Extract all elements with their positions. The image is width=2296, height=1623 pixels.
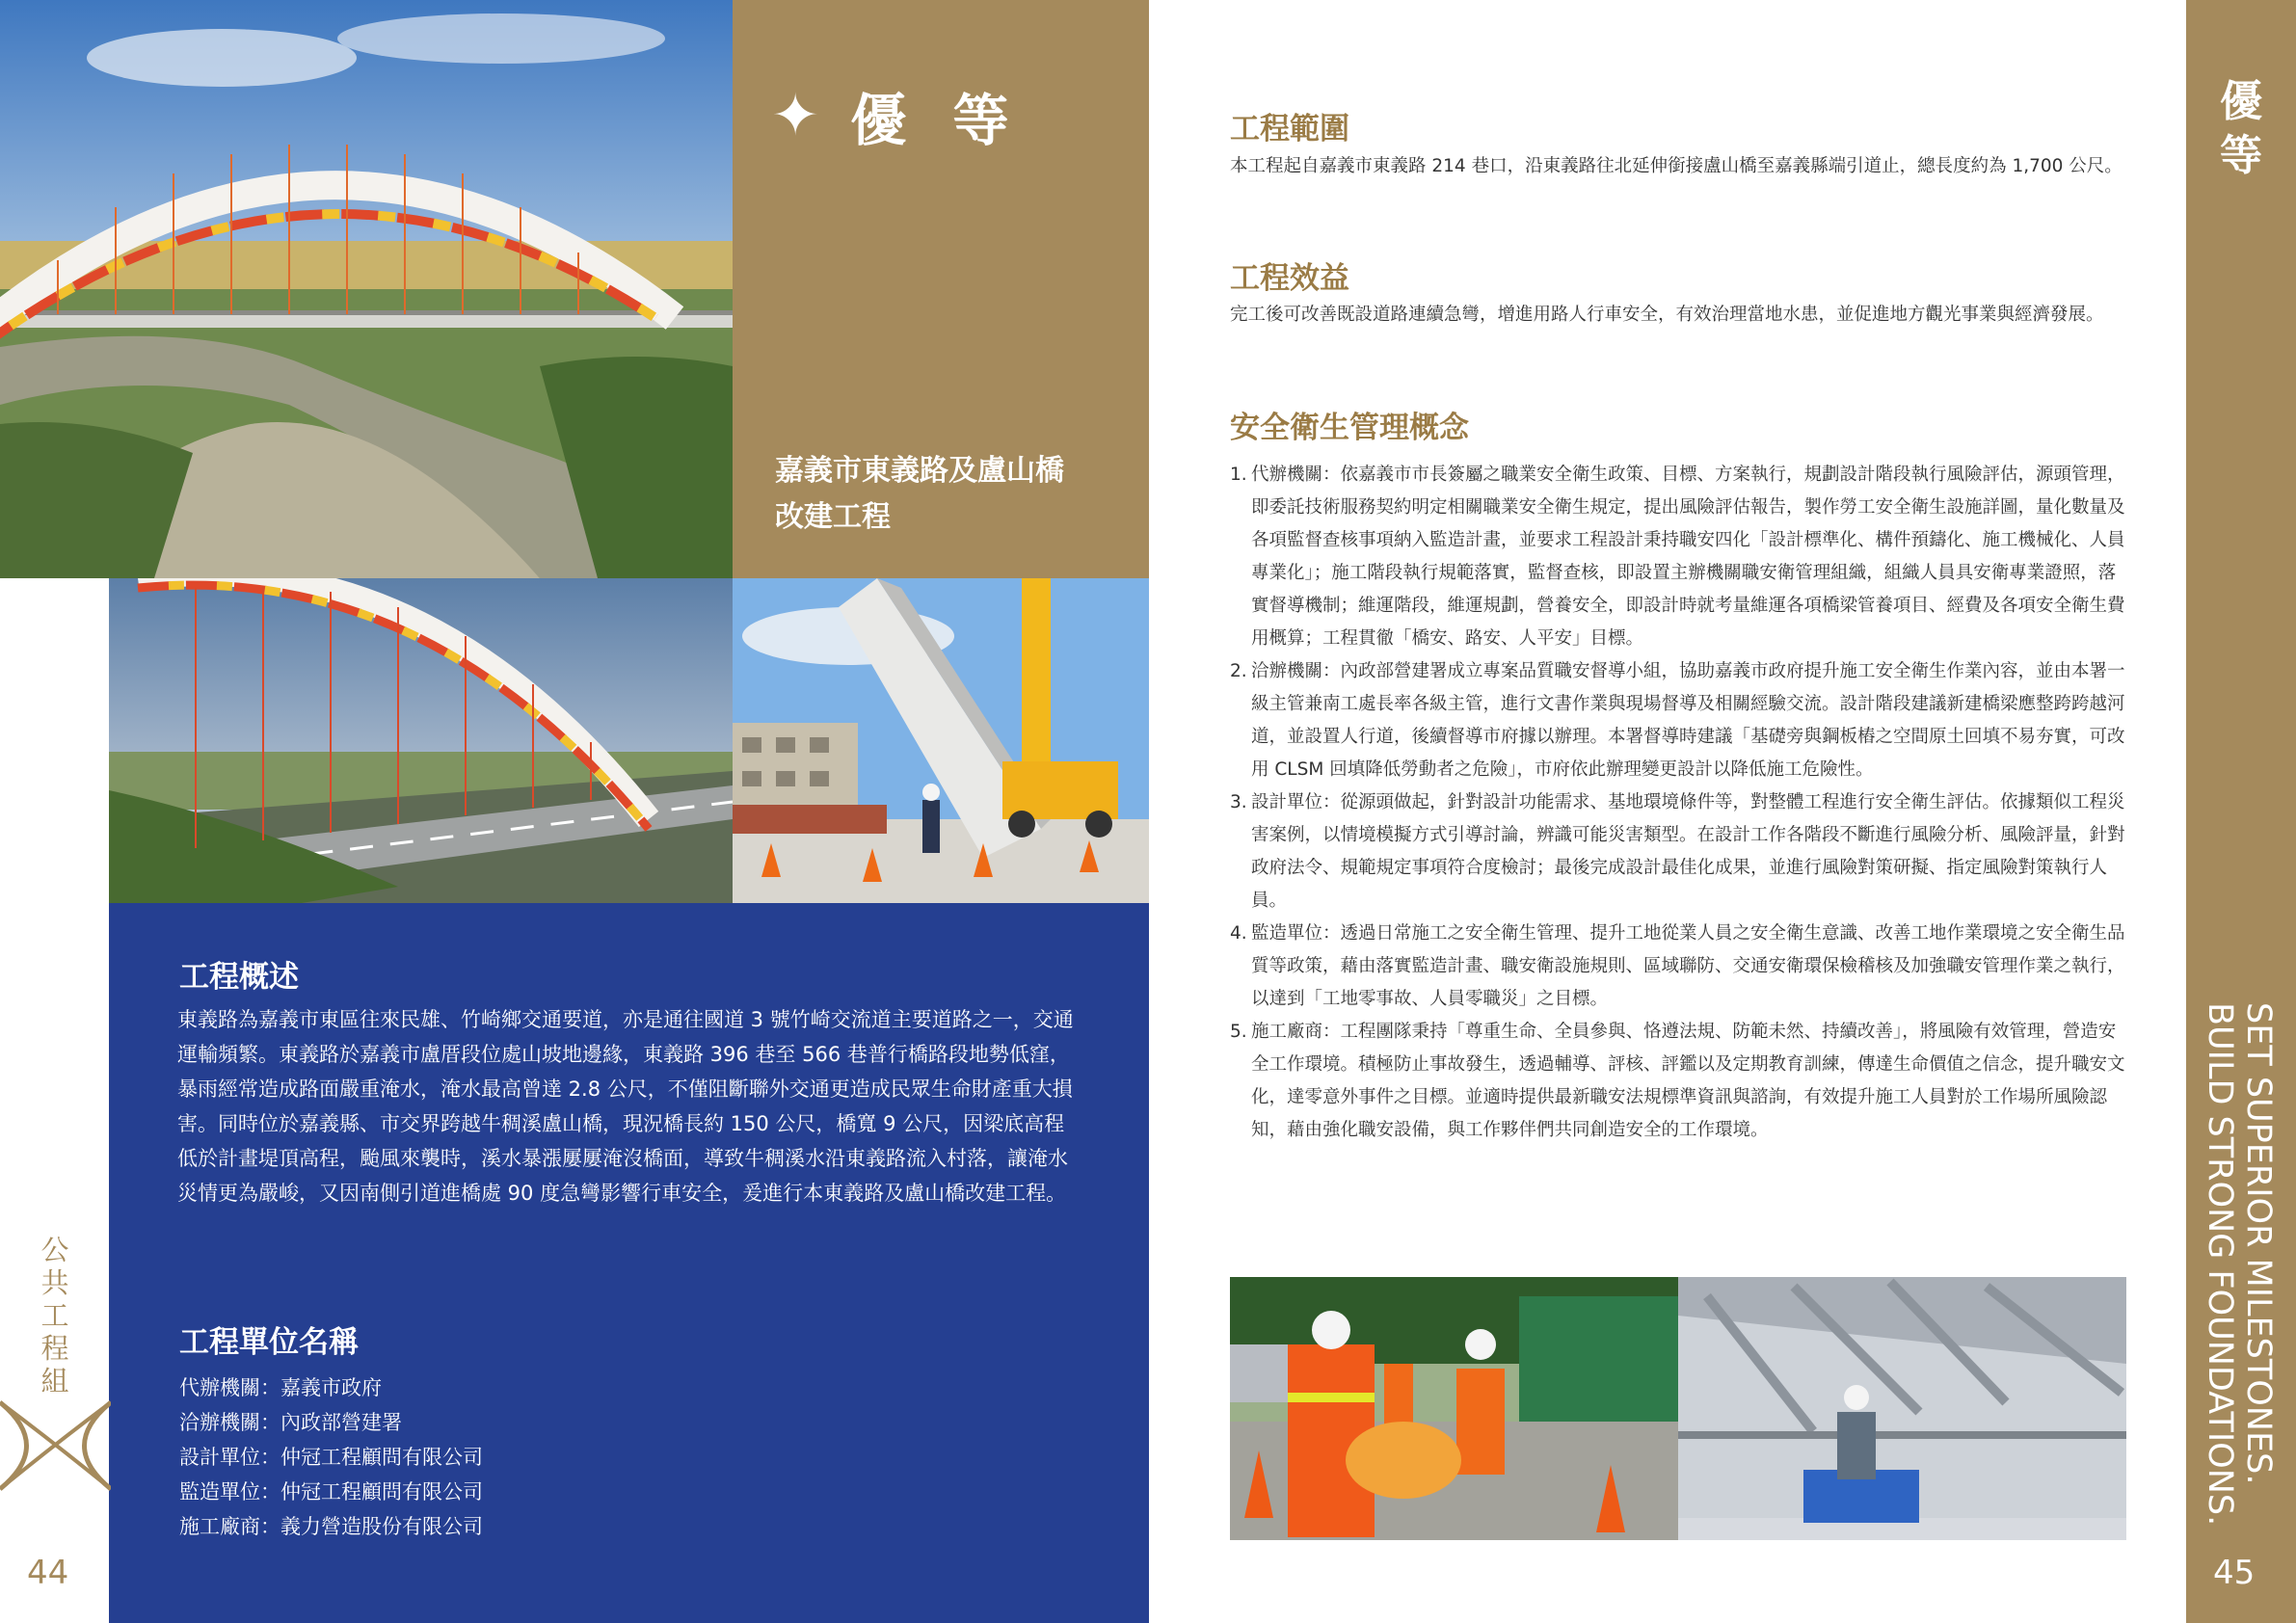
benefit-heading: 工程效益 (1230, 261, 1349, 296)
construction-crane-photo (733, 578, 1149, 903)
slogan-line2: BUILD STRONG FOUNDATIONS. (2201, 1002, 2239, 1527)
safety-heading: 安全衛生管理概念 (1230, 411, 1469, 445)
slogan-line1: SET SUPERIOR MILESTONES. (2239, 1002, 2278, 1485)
list-text: 洽辦機關：內政部營建署成立專案品質職安督導小組，協助嘉義市政府提升施工安全衛生作業內容，並由本署一級主管兼南工處長率各級主管，進行文書作業與現場督導及相關經驗交流。設計階段建議新建橋梁應整跨跨越河道，並設置人行道，後續督導市府據以辦理。本署督導時建議「基礎旁與鋼板樁之空間原土回填不易夯實，可改用 CLSM 回填降低勞動者之危險」，市府依此辦理變更設計以降低施工危險性。 (1251, 661, 2125, 780)
list-text: 代辦機關：依嘉義市市長簽屬之職業安全衛生政策、目標、方案執行，規劃設計階段執行風險評估，源頭管理，即委託技術服務契約明定相關職業安全衛生規定，提出風險評估報告，製作勞工安全衛生設施詳圖，量化數量及各項監督查核事項納入監造計畫，並要求工程設計秉持職安四化「設計標準化、構件預鑄化、施工機械化、人員專業化」；施工階段執行規範落實，監督查核，即設置主辦機關職安衛管理組織，組織人員具安衛專業證照，落實督導機制；維運階段，維運規劃，營養安全，即設計時就考量維運各項橋梁管養項目、經費及各項安全衛生費用概算；工程貫徹「橋安、路安、人平安」目標。 (1251, 465, 2125, 649)
star-icon: ✦ (771, 82, 834, 149)
award-label: 優 等 (850, 88, 1023, 153)
scope-body: 本工程起自嘉義市東義路 214 巷口，沿東義路往北延伸銜接盧山橋至嘉義縣端引道止，總長度約為 1,700 公尺。 (1230, 156, 2122, 176)
x-logo-icon (0, 1397, 111, 1494)
project-title-line1: 嘉義市東義路及盧山橋 (775, 454, 1064, 488)
safety-list (1230, 459, 2126, 1147)
slogan (2186, 1002, 2296, 1527)
award-vertical-char: 優 (2220, 77, 2262, 126)
award-vertical-char: 等 (2220, 131, 2262, 180)
list-number: 3. (1230, 792, 1247, 812)
list-item (1230, 655, 2126, 786)
unit-item: 施工廠商：義力營造股份有限公司 (179, 1515, 483, 1538)
site-workers-photo (1230, 1277, 1678, 1540)
list-number: 5. (1230, 1022, 1247, 1042)
under-bridge-inspection-photo (1678, 1277, 2126, 1540)
benefit-body: 完工後可改善既設道路連續急彎，增進用路人行車安全，有效治理當地水患，並促進地方觀光事業與經濟發展。 (1230, 305, 2104, 325)
overview-body: 東義路為嘉義市東區往來民雄、竹崎鄉交通要道，亦是通往國道 3 號竹崎交流道主要道路之一，交通運輸頻繁。東義路於嘉義市盧厝段位處山坡地邊緣，東義路 396 巷至 566 巷普行橋路段地勢低窪，暴雨經常造成路面嚴重淹水，淹水最高曾達 2.8 公尺，不僅阻斷聯外交通更造成民眾生命財產重大損害。同時位於嘉義縣、市交界跨越牛稠溪盧山橋，現況橋長約 150 公尺，橋寬 9 公尺，因梁底高程低於計畫堤頂高程，颱風來襲時，溪水暴漲屢屢淹沒橋面，導致牛稠溪水沿東義路流入村落，讓淹水災情更為嚴峻，又因南側引道進橋處 90 度急彎影響行車安全，爰進行本東義路及盧山橋改建工程。 (177, 1008, 1074, 1205)
slogan-text (2201, 1002, 2278, 1526)
list-item (1230, 918, 2126, 1016)
unit-item: 監造單位：仲冠工程顧問有限公司 (179, 1480, 483, 1503)
list-number: 2. (1230, 661, 1247, 681)
scope-heading: 工程範圍 (1230, 112, 1349, 146)
page-number: 44 (27, 1554, 69, 1592)
unit-item: 設計單位：仲冠工程顧問有限公司 (179, 1446, 483, 1469)
list-item (1230, 459, 2126, 655)
list-text: 設計單位：從源頭做起，針對設計功能需求、基地環境條件等，對整體工程進行安全衛生評估。依據類似工程災害案例，以情境模擬方式引導討論，辨識可能災害類型。在設計工作各階段不斷進行風險分析、風險評量，針對政府法令、規範規定事項符合度檢討；最後完成設計最佳化成果，並進行風險對策研擬、指定風險對策執行人員。 (1251, 792, 2125, 911)
bridge-render-photo (109, 578, 733, 903)
list-item (1230, 1016, 2126, 1147)
units-list (179, 1370, 483, 1544)
units-heading: 工程單位名稱 (179, 1325, 359, 1360)
list-text: 監造單位：透過日常施工之安全衛生管理、提升工地從業人員之安全衛生意識、改善工地作業環境之安全衛生品質等政策，藉由落實監造計畫、職安衛設施規則、區域聯防、交通安衛環保檢稽核及加強職安管理作業之執行，以達到「工地零事故、人員零職災」之目標。 (1251, 923, 2125, 1009)
list-text: 施工廠商：工程團隊秉持「尊重生命、全員參與、恪遵法規、防範未然、持續改善」，將風險有效管理，營造安全工作環境。積極防止事故發生，透過輔導、評核、評鑑以及定期教育訓練，傳達生命價值之信念，提升職安文化，達零意外事件之目標。並適時提供最新職安法規標準資訊與諮詢，有效提升施工人員對於工作場所風險認知，藉由強化職安設備，與工作夥伴們共同創造安全的工作環境。 (1251, 1022, 2125, 1140)
award-title (771, 75, 1022, 156)
bridge-aerial-photo (0, 0, 733, 578)
list-number: 4. (1230, 923, 1247, 944)
unit-item: 代辦機關：嘉義市政府 (179, 1376, 382, 1399)
overview-heading: 工程概述 (179, 960, 299, 995)
section-label: 公共工程組 (40, 1234, 69, 1397)
list-item (1230, 786, 2126, 918)
list-number: 1. (1230, 465, 1247, 485)
project-title (775, 448, 1064, 541)
project-title-line2: 改建工程 (775, 500, 891, 534)
page-number: 45 (2213, 1554, 2256, 1592)
unit-item: 洽辦機關：內政部營建署 (179, 1411, 402, 1434)
award-vertical (2203, 75, 2280, 183)
